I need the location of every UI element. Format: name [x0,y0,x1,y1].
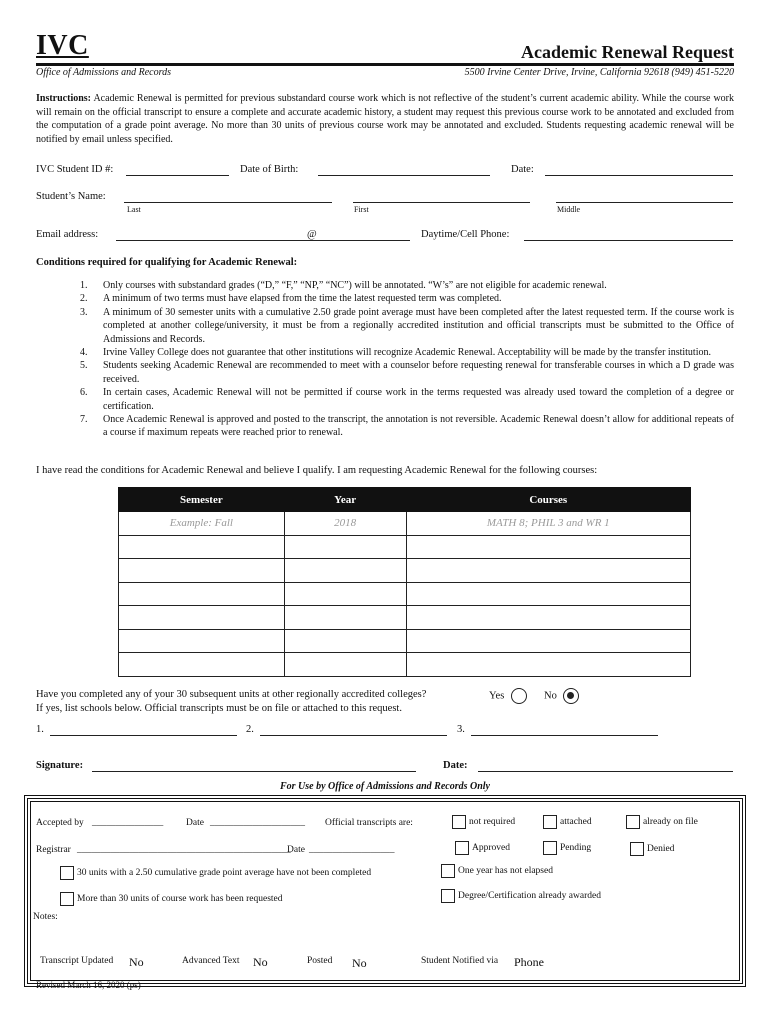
semester-cell[interactable] [119,606,285,630]
already-on-file-checkbox[interactable] [626,815,640,829]
accepted-date-label: Date [186,818,204,828]
condition-item: 3. A minimum of 30 semester units with a cumulative 2.50 grade point average must have been completed after the latest requested term. If the course work is completed at another college/university, it must be from a regionally accredited institution and official transcripts must be submitted to the Office of Admissions and Records. [80,306,734,345]
phone-label: Daytime/Cell Phone: [421,229,510,240]
dob-label: Date of Birth: [240,164,299,175]
semester-cell[interactable] [119,653,285,677]
courses-cell[interactable] [406,582,690,606]
not-required-checkbox[interactable] [452,815,466,829]
office-use-heading: For Use by Office of Admissions and Records Only [280,781,490,792]
revision-footer: Revised March 16, 2020 (ps) [36,980,141,990]
office-name: Office of Admissions and Records [36,67,171,78]
school-1-field[interactable] [50,735,237,736]
email-at-sign: @ [307,229,317,240]
registrar-label: Registrar [36,845,71,855]
conditions-list [36,279,734,440]
courses-header-row [119,488,691,512]
posted-value[interactable]: No [352,956,367,970]
signature-label: Signature: [36,760,84,771]
dob-field[interactable] [318,175,490,176]
conditions-heading: Conditions required for qualifying for Academic Renewal: [36,257,298,268]
attached-label: attached [560,817,592,828]
attached-checkbox[interactable] [543,815,557,829]
courses-cell[interactable] [406,535,690,559]
units-gpa-checkbox[interactable] [60,866,74,880]
year-cell[interactable] [284,559,406,583]
already-on-file-option [626,815,698,829]
year-cell[interactable] [284,653,406,677]
year-cell[interactable] [284,629,406,653]
accepted-by-label: Accepted by [36,818,84,828]
instructions-text: Academic Renewal is permitted for previous substandard course work which is not reflective of the student’s current academic ability. While the course work will remain on the official transcript to ensure a complete and accurate academic history, a student may request this previous course work to be annotated and excluded from the computation of a grade point average. No more than 30 units of previous course work may be annotated and excluded. Students requesting academic renewal will be notified by email unless specified. [36,93,734,145]
degree-awarded-label: Degree/Certification already awarded [458,891,601,902]
school-1-label: 1. [36,724,44,735]
denied-label: Denied [647,844,675,855]
yes-label: Yes [489,690,505,702]
denied-checkbox[interactable] [630,842,644,856]
courses-cell[interactable] [406,606,690,630]
degree-awarded-option [441,889,601,903]
already-on-file-label: already on file [643,817,698,828]
yes-radio[interactable] [511,688,527,704]
no-option [544,688,579,704]
table-row [119,582,691,606]
last-caption: Last [127,205,141,214]
header-rule [36,63,734,66]
registrar-date-label: Date [287,845,305,855]
email-field[interactable] [116,240,410,241]
student-name-label: Student’s Name: [36,191,106,202]
condition-item: 5. Students seeking Academic Renewal are recommended to meet with a counselor before requesting renewal for transferable courses in which a D grade was received. [80,360,734,385]
first-caption: First [354,205,369,214]
condition-item: 2. A minimum of two terms must have elapsed from the time the latest requested term was completed. [80,293,502,305]
official-transcripts-label: Official transcripts are: [325,818,413,828]
more-than-30-checkbox[interactable] [60,892,74,906]
condition-item: 7. Once Academic Renewal is approved and posted to the transcript, the annotation is not reversible. Academic Renewal doesn’t allow for additional repeats of a course if maximum repeats were reached prior to renewal. [80,414,734,439]
table-row [119,559,691,583]
phone-field[interactable] [524,240,733,241]
student-id-field[interactable] [126,175,229,176]
not-required-label: not required [469,817,516,828]
table-row [119,653,691,677]
courses-header: Courses [406,488,690,512]
signature-field[interactable] [92,771,416,772]
condition-item: 6. In certain cases, Academic Renewal will not be permitted if course work in the terms requested was already used toward the completion of a degree or certification. [80,387,734,412]
school-3-label: 3. [457,724,465,735]
signature-date-label: Date: [443,760,468,771]
pending-label: Pending [560,843,592,854]
student-id-label: IVC Student ID #: [36,164,114,175]
condition-item: 1. Only courses with substandard grades (“D,” “F,” “NP,” “NC”) will be annotated. “W’s” are not eligible for academic renewal. [80,280,607,291]
example-year: 2018 [284,512,406,536]
year-cell[interactable] [284,606,406,630]
first-name-field[interactable] [353,202,530,203]
courses-cell[interactable] [406,653,690,677]
table-row [119,606,691,630]
advanced-text-label: Advanced Text [182,956,240,966]
courses-cell[interactable] [406,559,690,583]
one-year-label: One year has not elapsed [458,866,553,877]
last-name-field[interactable] [124,202,332,203]
year-header: Year [284,488,406,512]
one-year-option [441,864,553,878]
school-2-field[interactable] [260,735,447,736]
no-label: No [544,690,557,702]
form-title: Academic Renewal Request [521,42,734,62]
advanced-text-value[interactable]: No [253,955,268,969]
registrar-field[interactable]: _____________________________________________ [77,845,291,855]
example-semester: Example: Fall [119,512,285,536]
no-radio[interactable] [563,688,579,704]
attached-option [543,815,592,829]
school-2-label: 2. [246,724,254,735]
transcript-updated-label: Transcript Updated [40,956,114,966]
accepted-date-field[interactable]: ____________________ [210,818,305,828]
middle-name-field[interactable] [556,202,733,203]
courses-table [118,487,691,677]
year-cell[interactable] [284,582,406,606]
pending-checkbox[interactable] [543,841,557,855]
student-notified-label: Student Notified via [421,956,499,966]
example-courses: MATH 8; PHIL 3 and WR 1 [406,512,690,536]
semester-cell[interactable] [119,535,285,559]
student-notified-value[interactable]: Phone [514,955,544,969]
qualification-statement: I have read the conditions for Academic Renewal and believe I qualify. I am requesting Academic Renewal for the following courses: [36,465,598,476]
more-than-30-label: More than 30 units of course work has been requested [77,894,283,905]
ivc-logo: IVC [36,30,89,61]
approved-option [455,841,510,855]
one-year-checkbox[interactable] [441,864,455,878]
signature-date-field[interactable] [478,771,733,772]
semester-cell[interactable] [119,559,285,583]
other-colleges-instruction: If yes, list schools below. Official transcripts must be on file or attached to this request. [36,703,402,714]
instructions [36,92,734,146]
semester-cell[interactable] [119,629,285,653]
transcript-updated-value[interactable]: No [129,955,144,969]
units-gpa-label: 30 units with a 2.50 cumulative grade point average have not been completed [77,868,372,879]
other-colleges-question: Have you completed any of your 30 subsequent units at other regionally accredited colleges? [36,689,427,700]
condition-item: 4. Irvine Valley College does not guarantee that other institutions will recognize Academic Renewal. Acceptability will be made by the transfer institution. [80,347,711,359]
denied-option [630,842,674,856]
date-field[interactable] [545,175,733,176]
table-row [119,629,691,653]
table-row [119,535,691,559]
instructions-label: Instructions: [36,93,92,104]
units-gpa-option [60,866,371,880]
example-row [119,512,691,536]
accepted-by-field[interactable]: _______________ [92,818,164,828]
not-required-option [452,815,515,829]
school-3-field[interactable] [471,735,658,736]
posted-label: Posted [307,956,333,966]
notes-label: Notes: [33,912,58,922]
courses-cell[interactable] [406,629,690,653]
semester-cell[interactable] [119,582,285,606]
approved-checkbox[interactable] [455,841,469,855]
year-cell[interactable] [284,535,406,559]
yes-option [489,688,527,704]
degree-awarded-checkbox[interactable] [441,889,455,903]
date-label: Date: [511,164,534,175]
approved-label: Approved [472,843,510,854]
registrar-date-field[interactable]: __________________ [309,845,395,855]
semester-header: Semester [119,488,285,512]
office-address: 5500 Irvine Center Drive, Irvine, California 92618 (949) 451-5220 [464,67,734,78]
more-than-30-option [60,892,283,906]
pending-option [543,841,591,855]
email-label: Email address: [36,229,99,240]
middle-caption: Middle [557,205,581,214]
